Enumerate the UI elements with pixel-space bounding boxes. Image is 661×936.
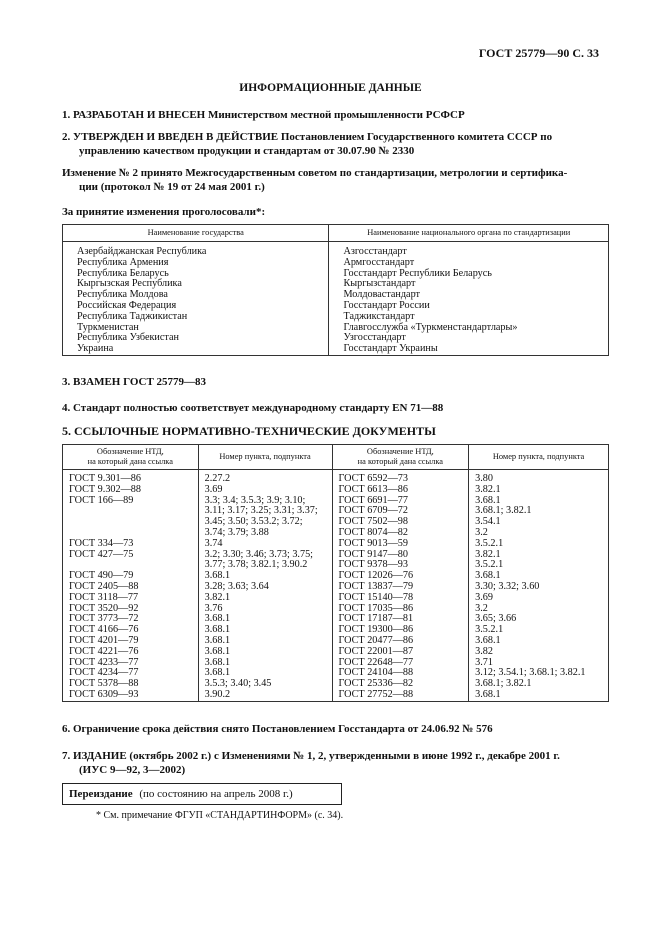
clause-number-cell: 3.68.1 [198,636,332,647]
voted-heading: За принятие изменения проголосовали*: [62,206,266,218]
standards-body-cell: Армгосстандарт [329,258,609,269]
ntd-designation-cell: ГОСТ 427—75 [63,550,199,561]
state-name-cell: Туркменистан [63,323,329,334]
refs-header-doc-1 [63,445,199,470]
clause-number-cell: 3.68.1 [469,571,609,582]
clause-number-cell: 3.12; 3.54.1; 3.68.1; 3.82.1 [469,668,609,679]
clause-number-cell: 3.82.1 [198,593,332,604]
change-2-line-1: Изменение № 2 принято Межгосударственным советом по стандартизации, метрологии и сертифика- [62,167,568,179]
item-2-line-2: управлению качеством продукции и стандартам от 30.07.90 № 2330 [79,145,415,157]
table-row [63,614,609,625]
standards-body-cell: Узгосстандарт [329,333,609,344]
clause-number-cell: 3.28; 3.63; 3.64 [198,582,332,593]
ntd-designation-cell: ГОСТ 6691—77 [332,496,469,507]
ntd-designation-cell: ГОСТ 490—79 [63,571,199,582]
table-row [63,517,609,528]
clause-number-cell: 3.68.1; 3.82.1 [469,679,609,690]
clause-number-cell: 3.76 [198,604,332,615]
ntd-designation-cell: ГОСТ 166—89 [63,496,199,507]
table-row [63,647,609,658]
clause-number-cell: 3.69 [469,593,609,604]
clause-number-cell: 3.68.1 [198,668,332,679]
refs-header-doc-2 [332,445,469,470]
standards-body-cell: Азгосстандарт [329,242,609,258]
table-row [63,539,609,550]
clause-number-cell: 3.2 [469,528,609,539]
reissue-label: Переиздание [69,788,133,800]
ntd-designation-cell: ГОСТ 27752—88 [332,690,469,701]
clause-number-cell: 3.2; 3.30; 3.46; 3.73; 3.75; [198,550,332,561]
clause-number-cell: 3.2 [469,604,609,615]
ntd-designation-cell [63,517,199,528]
state-name-cell: Российская Федерация [63,301,329,312]
table-row [63,485,609,496]
table-row [63,528,609,539]
standards-body-cell: Кыргызстандарт [329,279,609,290]
clause-number-cell: 3.68.1 [198,647,332,658]
item-7-line-2: (ИУС 9—92, 3—2002) [79,764,186,776]
ntd-designation-cell: ГОСТ 17035—86 [332,604,469,615]
item-7-line-1: 7. ИЗДАНИЕ (октябрь 2002 г.) с Изменениями № 1, 2, утвержденными в июне 1992 г., декабре 2001 г. [62,750,560,762]
ntd-designation-cell: ГОСТ 19300—86 [332,625,469,636]
state-name-cell: Кыргызская Республика [63,279,329,290]
clause-number-cell: 3.68.1 [198,614,332,625]
ntd-designation-cell: ГОСТ 3118—77 [63,593,199,604]
refs-header-doc-1-text: Обозначение НТД, на который дана ссылка [87,447,173,466]
clause-number-cell: 3.80 [469,470,609,485]
refs-header-clause-2-text: Номер пункта, подпункта [492,452,585,461]
state-name-cell: Республика Армения [63,258,329,269]
ntd-designation-cell: ГОСТ 9.302—88 [63,485,199,496]
clause-number-cell: 3.30; 3.32; 3.60 [469,582,609,593]
clause-number-cell: 3.54.1 [469,517,609,528]
clause-number-cell: 3.68.1 [198,625,332,636]
ntd-designation-cell: ГОСТ 4221—76 [63,647,199,658]
clause-number-cell: 2.27.2 [198,470,332,485]
ntd-designation-cell: ГОСТ 22648—77 [332,658,469,669]
clause-number-cell: 3.3; 3.4; 3.5.3; 3.9; 3.10; [198,496,332,507]
references-table [62,444,609,702]
clause-number-cell: 3.68.1 [469,636,609,647]
ntd-designation-cell: ГОСТ 25336—82 [332,679,469,690]
ntd-designation-cell: ГОСТ 4234—77 [63,668,199,679]
ntd-designation-cell: ГОСТ 24104—88 [332,668,469,679]
table-row [63,470,609,485]
clause-number-cell: 3.82.1 [469,485,609,496]
table-row [63,582,609,593]
table-row [63,690,609,701]
refs-header-clause-1-text: Номер пункта, подпункта [219,452,311,461]
table-row [63,333,609,344]
table-row [63,312,609,323]
ntd-designation-cell: ГОСТ 4166—76 [63,625,199,636]
ntd-designation-cell: ГОСТ 3520—92 [63,604,199,615]
table-row [63,604,609,615]
table-row [63,560,609,571]
standards-body-cell: Главгосслужба «Туркменстандартлары» [329,323,609,334]
clause-number-cell: 3.68.1 [198,571,332,582]
standards-body-cell: Госстандарт Украины [329,344,609,355]
clause-number-cell: 3.69 [198,485,332,496]
clause-number-cell: 3.11; 3.17; 3.25; 3.31; 3.37; [198,506,332,517]
item-5: 5. ССЫЛОЧНЫЕ НОРМАТИВНО-ТЕХНИЧЕСКИЕ ДОКУМЕНТЫ [62,424,436,438]
clause-number-cell: 3.71 [469,658,609,669]
ntd-designation-cell [63,506,199,517]
page-title: ИНФОРМАЦИОННЫЕ ДАННЫЕ [239,82,422,94]
reissue-box [62,783,342,805]
refs-header-clause-1 [198,445,332,470]
references-table-body [63,470,609,702]
clause-number-cell: 3.5.2.1 [469,560,609,571]
item-2-line-1: 2. УТВЕРЖДЕН И ВВЕДЕН В ДЕЙСТВИЕ Постановлением Государственного комитета СССР по [62,131,553,143]
voters-table-body [63,242,609,356]
ntd-designation-cell: ГОСТ 9.301—86 [63,470,199,485]
standards-body-cell: Госстандарт Республики Беларусь [329,269,609,280]
change-2-line-2: ции (протокол № 19 от 24 мая 2001 г.) [79,181,265,193]
ntd-designation-cell: ГОСТ 6613—86 [332,485,469,496]
clause-number-cell: 3.82 [469,647,609,658]
clause-number-cell: 3.5.3; 3.40; 3.45 [198,679,332,690]
state-name-cell: Республика Узбекистан [63,333,329,344]
ntd-designation-cell: ГОСТ 4201—79 [63,636,199,647]
ntd-designation-cell: ГОСТ 9147—80 [332,550,469,561]
ntd-designation-cell: ГОСТ 3773—72 [63,614,199,625]
ntd-designation-cell: ГОСТ 7502—98 [332,517,469,528]
ntd-designation-cell: ГОСТ 15140—78 [332,593,469,604]
clause-number-cell: 3.5.2.1 [469,625,609,636]
table-row [63,625,609,636]
ntd-designation-cell: ГОСТ 6592—73 [332,470,469,485]
state-name-cell: Республика Таджикистан [63,312,329,323]
ntd-designation-cell: ГОСТ 9013—59 [332,539,469,550]
voters-header-body: Наименование национального органа по стандартизации [329,225,609,242]
state-name-cell: Республика Молдова [63,290,329,301]
ntd-designation-cell: ГОСТ 5378—88 [63,679,199,690]
clause-number-cell: 3.68.1; 3.82.1 [469,506,609,517]
clause-number-cell: 3.77; 3.78; 3.82.1; 3.90.2 [198,560,332,571]
voters-header-state: Наименование государства [63,225,329,242]
item-3: 3. ВЗАМЕН ГОСТ 25779—83 [62,376,207,388]
ntd-designation-cell: ГОСТ 2405—88 [63,582,199,593]
page-reference: ГОСТ 25779—90 С. 33 [478,46,599,60]
table-row [63,593,609,604]
table-row [63,550,609,561]
standards-body-cell: Госстандарт России [329,301,609,312]
voters-table [62,224,609,356]
standards-body-cell: Молдовастандарт [329,290,609,301]
ntd-designation-cell: ГОСТ 22001—87 [332,647,469,658]
table-row [63,679,609,690]
refs-header-clause-2 [469,445,609,470]
ntd-designation-cell: ГОСТ 334—73 [63,539,199,550]
standards-body-cell: Таджикстандарт [329,312,609,323]
clause-number-cell: 3.68.1 [469,496,609,507]
table-row [63,242,609,258]
state-name-cell: Украина [63,344,329,355]
item-4: 4. Стандарт полностью соответствует международному стандарту EN 71—88 [62,402,444,414]
state-name-cell: Республика Беларусь [63,269,329,280]
clause-number-cell: 3.45; 3.50; 3.53.2; 3.72; [198,517,332,528]
clause-number-cell: 3.68.1 [198,658,332,669]
clause-number-cell: 3.5.2.1 [469,539,609,550]
ntd-designation-cell: ГОСТ 6709—72 [332,506,469,517]
clause-number-cell: 3.68.1 [469,690,609,701]
ntd-designation-cell: ГОСТ 4233—77 [63,658,199,669]
table-row [63,344,609,355]
clause-number-cell: 3.74 [198,539,332,550]
ntd-designation-cell: ГОСТ 13837—79 [332,582,469,593]
ntd-designation-cell: ГОСТ 9378—93 [332,560,469,571]
footnote: * См. примечание ФГУП «СТАНДАРТИНФОРМ» (с. 34). [96,810,344,821]
clause-number-cell: 3.82.1 [469,550,609,561]
table-row [63,258,609,269]
ntd-designation-cell: ГОСТ 12026—76 [332,571,469,582]
reissue-text: (по состоянию на апрель 2008 г.) [139,788,293,800]
item-6: 6. Ограничение срока действия снято Постановлением Госстандарта от 24.06.92 № 576 [62,723,493,735]
table-row [63,636,609,647]
clause-number-cell: 3.74; 3.79; 3.88 [198,528,332,539]
ntd-designation-cell: ГОСТ 20477—86 [332,636,469,647]
clause-number-cell: 3.90.2 [198,690,332,701]
clause-number-cell: 3.65; 3.66 [469,614,609,625]
ntd-designation-cell: ГОСТ 17187—81 [332,614,469,625]
item-1: 1. РАЗРАБОТАН И ВНЕСЕН Министерством местной промышленности РСФСР [62,109,465,121]
ntd-designation-cell: ГОСТ 8074—82 [332,528,469,539]
ntd-designation-cell: ГОСТ 6309—93 [63,690,199,701]
table-row [63,506,609,517]
state-name-cell: Азербайджанская Республика [63,242,329,258]
refs-header-doc-2-text: Обозначение НТД, на который дана ссылка [357,447,443,466]
